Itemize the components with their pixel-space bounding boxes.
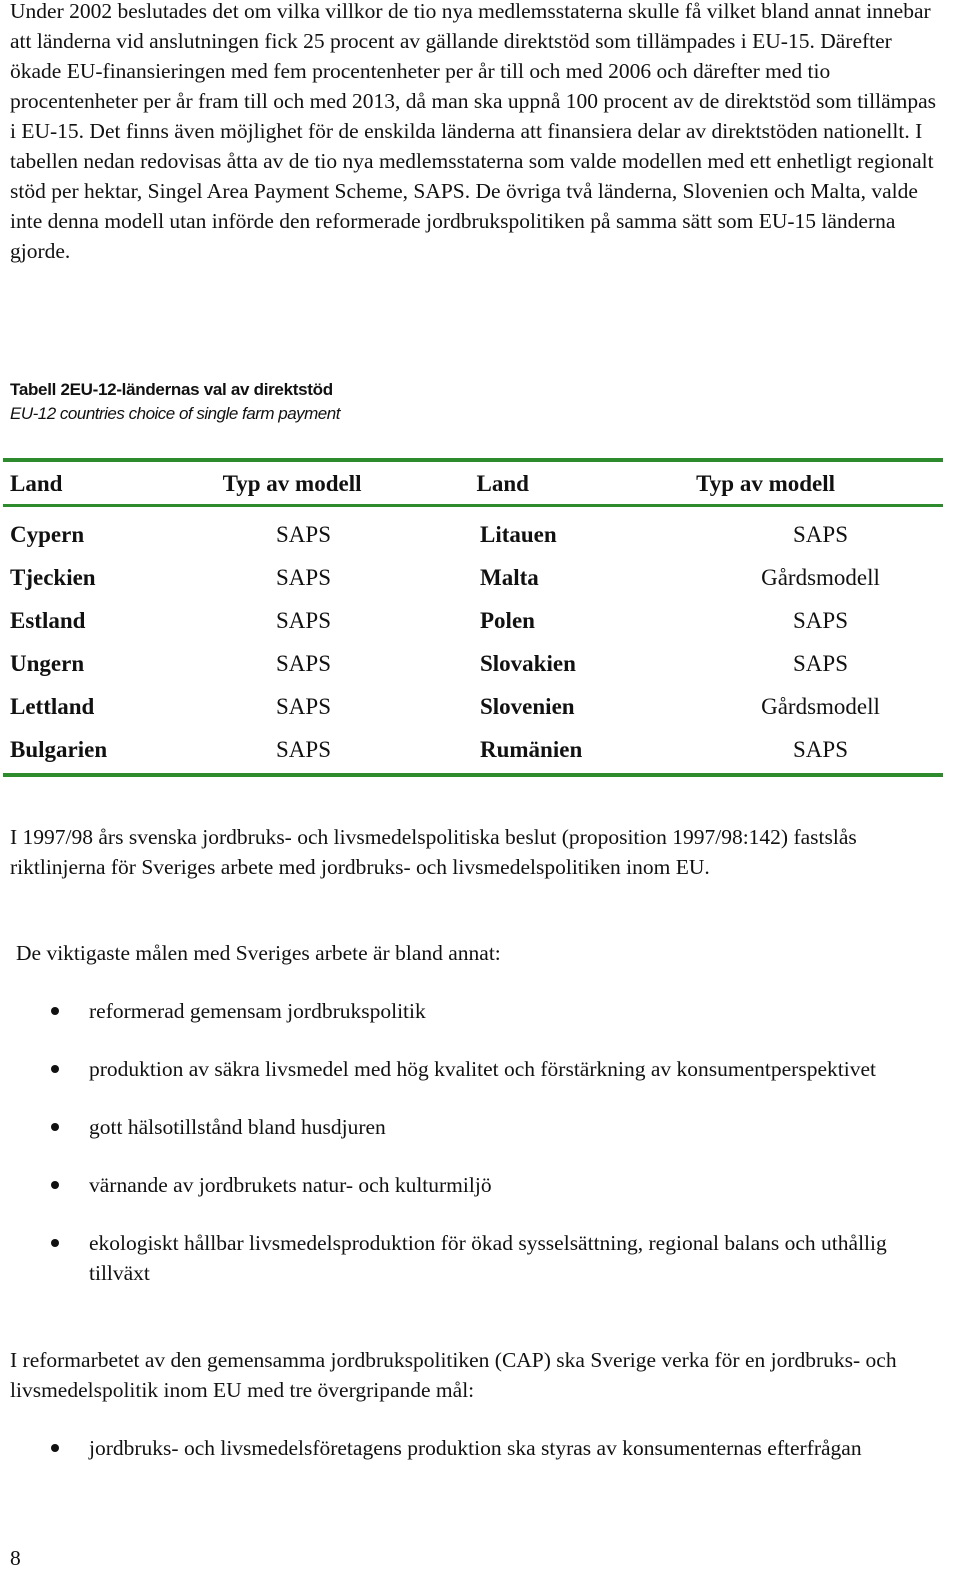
table-bottom-rule	[3, 773, 943, 777]
country-cell: Estland	[10, 607, 86, 633]
policy-decision-paragraph: I 1997/98 års svenska jordbruks- och livsmedelspolitiska beslut (proposition 1997/98:142) fastslås riktlinjerna för Sveriges arbete med jordbruks- och livsmedelspolitiken inom EU.	[10, 825, 857, 879]
country-cell: Cypern	[10, 521, 85, 547]
list-item	[0, 1433, 945, 1463]
model-cell: SAPS	[276, 736, 331, 762]
table-row	[3, 728, 943, 771]
country-cell: Tjeckien	[10, 564, 96, 590]
model-cell: SAPS	[276, 521, 331, 547]
column-header-land: Land	[10, 471, 63, 496]
page-number: 8	[10, 1546, 21, 1570]
table-caption-title: Tabell 2EU-12-ländernas val av direktstöd	[10, 380, 333, 399]
list-item-text: ekologiskt hållbar livsmedelsproduktion för ökad sysselsättning, regional balans och uthållig tillväxt	[89, 1231, 887, 1285]
country-cell: Rumänien	[480, 736, 583, 762]
table-header-row	[3, 462, 943, 504]
bullet-icon	[51, 1007, 59, 1015]
column-header-model: Typ av modell	[222, 471, 362, 496]
country-cell: Lettland	[10, 693, 95, 719]
list-item	[0, 996, 945, 1026]
column-header-model: Typ av modell	[696, 471, 836, 496]
list-item	[0, 1054, 945, 1084]
list-item-text: gott hälsotillstånd bland husdjuren	[89, 1115, 386, 1139]
model-table-body	[3, 507, 943, 771]
model-cell: SAPS	[793, 650, 848, 676]
model-cell: Gårdsmodell	[761, 693, 880, 719]
country-cell: Ungern	[10, 650, 85, 676]
goals-list	[0, 996, 945, 1288]
list-item	[0, 1170, 945, 1200]
country-cell: Slovakien	[480, 650, 576, 676]
model-cell: SAPS	[276, 607, 331, 633]
table-row	[3, 685, 943, 728]
table-row	[3, 642, 943, 685]
list-item-text: produktion av säkra livsmedel med hög kvalitet och förstärkning av konsumentperspektivet	[89, 1057, 876, 1081]
table-row	[3, 556, 943, 599]
list-item-text: jordbruks- och livsmedelsföretagens produktion ska styras av konsumenternas efterfrågan	[89, 1436, 862, 1460]
country-cell: Slovenien	[480, 693, 575, 719]
column-header-land: Land	[476, 471, 529, 496]
country-cell: Polen	[480, 607, 535, 633]
table-row	[3, 599, 943, 642]
model-cell: SAPS	[793, 607, 848, 633]
cap-intro-paragraph: I reformarbetet av den gemensamma jordbrukspolitiken (CAP) ska Sverige verka för en jordbruks- och livsmedelspolitik inom EU med tre övergripande mål:	[10, 1348, 897, 1402]
list-item-text: värnande av jordbrukets natur- och kulturmiljö	[89, 1173, 492, 1197]
cap-goals-list	[0, 1433, 945, 1463]
model-cell: SAPS	[276, 650, 331, 676]
bullet-icon	[51, 1123, 59, 1131]
table-caption-subtitle: EU-12 countries choice of single farm payment	[10, 404, 340, 423]
list-item	[0, 1112, 945, 1142]
model-cell: SAPS	[793, 736, 848, 762]
bullet-icon	[51, 1065, 59, 1073]
bullet-icon	[51, 1444, 59, 1452]
direct-support-table	[3, 458, 943, 777]
model-table	[3, 462, 943, 504]
table-row	[3, 507, 943, 556]
list-item	[0, 1228, 945, 1288]
country-cell: Litauen	[480, 521, 557, 547]
model-cell: SAPS	[793, 521, 848, 547]
country-cell: Bulgarien	[10, 736, 108, 762]
model-cell: Gårdsmodell	[761, 564, 880, 590]
list-item-text: reformerad gemensam jordbrukspolitik	[89, 999, 426, 1023]
country-cell: Malta	[480, 564, 539, 590]
table-caption	[10, 378, 910, 426]
model-cell: SAPS	[276, 564, 331, 590]
intro-paragraph: Under 2002 beslutades det om vilka villkor de tio nya medlemsstaterna skulle få vilket bland annat innebar att länderna vid anslutningen fick 25 procent av gällande direktstöd som tillämpades i EU-15. Därefter ökade EU-finansieringen med fem procentenheter per år till och med 2006 och därefter med tio procentenheter per år fram till och med 2013, då man ska uppnå 100 procent av de direktstöd som tillämpas i EU-15. Det finns även möjlighet för de enskilda länderna att finansiera delar av direktstöden nationellt. I tabellen nedan redovisas åtta av de tio nya medlemsstaterna som valde modellen med ett enhetligt regionalt stöd per hektar, Singel Area Payment Scheme, SAPS. De övriga två länderna, Slovenien och Malta, valde inte denna modell utan införde den reformerade jordbrukspolitiken på samma sätt som EU-15 länderna gjorde.	[10, 0, 937, 263]
bullet-icon	[51, 1239, 59, 1247]
bullet-icon	[51, 1181, 59, 1189]
goals-intro-paragraph: De viktigaste målen med Sveriges arbete är bland annat:	[16, 941, 501, 965]
model-cell: SAPS	[276, 693, 331, 719]
